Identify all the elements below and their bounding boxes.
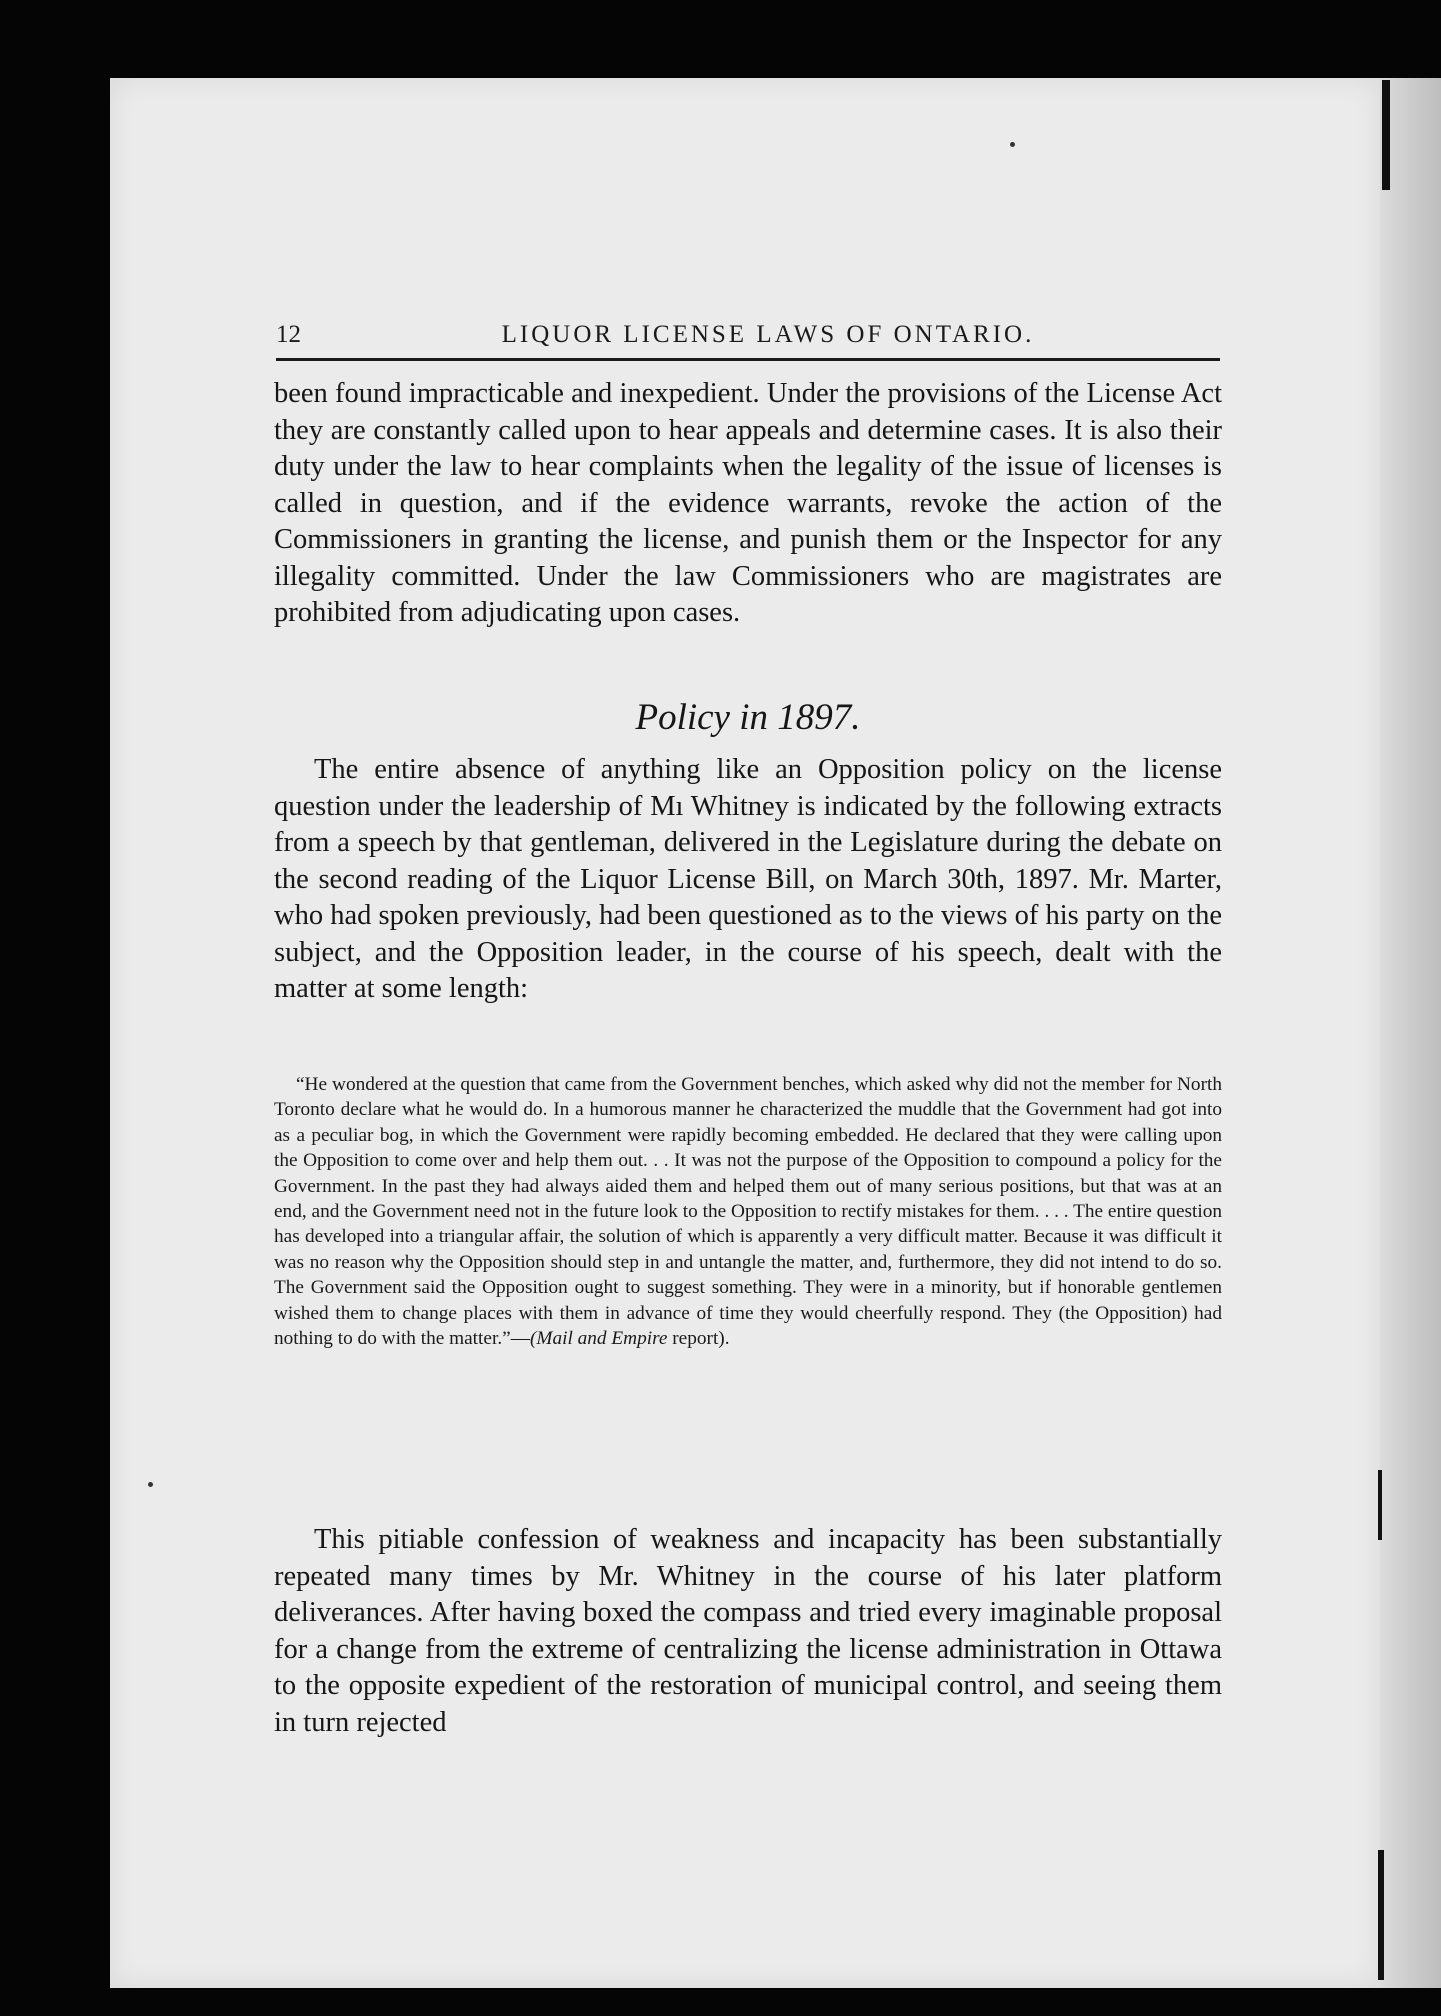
paragraph-continuation: been found impracticable and inexpedient. Under the provisions of the License Act they are constantly called upon to hear appeals and determine cases. It is also their duty under the law to hear complaints when the legality of the issue of licenses is called in question, and if the evidence warrants, revoke the action of the Commissioners in granting the license, and punish them or the Inspector for any illegality committed. Under the law Commissioners who are magistrates are prohibited from adjudicating upon cases. (274, 378, 1222, 628)
speck-mark (1010, 142, 1015, 147)
quote-text: “He wondered at the question that came from the Government benches, which asked why did not the member for North Toronto declare what he would do. In a humorous manner he characterized the muddle that the Government had got into as a peculiar bog, in which the Government were rapidly becoming embedded. He declared that they were calling upon the Opposition to come over and help them out. . . It was not the purpose of the Opposition to compound a policy for the Government. In the past they had always aided them and helped them out of many serious positions, but that was at an end, and the Government need not in the future look to the Opposition to rectify mistakes for them. . . . The entire question has developed into a triangular affair, the solution of which is apparently a very difficult matter. Because it was difficult it was no reason why the Opposition should step in and untangle the matter, and, furthermore, they did not intend to do so. The Government said the Opposition ought to suggest something. They were in a minority, but if honorable gentlemen wished them to change places with them in advance of time they would cheerfully respond. They (the Opposition) had nothing to do with the matter.”— (274, 1074, 1222, 1350)
running-header (276, 320, 1220, 361)
paragraph-intro: The entire absence of anything like an Opposition policy on the license question under the leadership of Mı Whitney is indicated by the following extracts from a speech by that gentleman, delivered in the Legislature during the debate on the second reading of the Liquor License Bill, on March 30th, 1897. Mr. Marter, who had spoken previously, had been questioned as to the views of his party on the subject, and the Opposition leader, in the course of his speech, dealt with the matter at some length: (274, 754, 1222, 1004)
paragraph-conclusion: This pitiable confession of weakness and incapacity has been substantially repeated many times by Mr. Whitney in the course of his later platform deliverances. After having boxed the compass and tried every imaginable proposal for a change from the extreme of centralizing the license administration in Ottawa to the opposite expedient of the restoration of municipal control, and seeing them in turn rejected (274, 1524, 1222, 1738)
page-edge-shadow (1380, 78, 1441, 1988)
page-number: 12 (276, 321, 301, 348)
block-quote (274, 1072, 1222, 1351)
running-title: LIQUOR LICENSE LAWS OF ONTARIO. (501, 321, 1035, 348)
binding-mark-mid (1378, 1470, 1382, 1540)
quote-end: report). (667, 1328, 730, 1350)
section-heading: Policy in 1897. (635, 697, 861, 738)
binding-mark-bottom (1378, 1850, 1384, 1980)
binding-mark-top (1382, 80, 1390, 190)
quote-source: (Mail and Empire (529, 1328, 668, 1350)
speck-mark (148, 1482, 153, 1487)
